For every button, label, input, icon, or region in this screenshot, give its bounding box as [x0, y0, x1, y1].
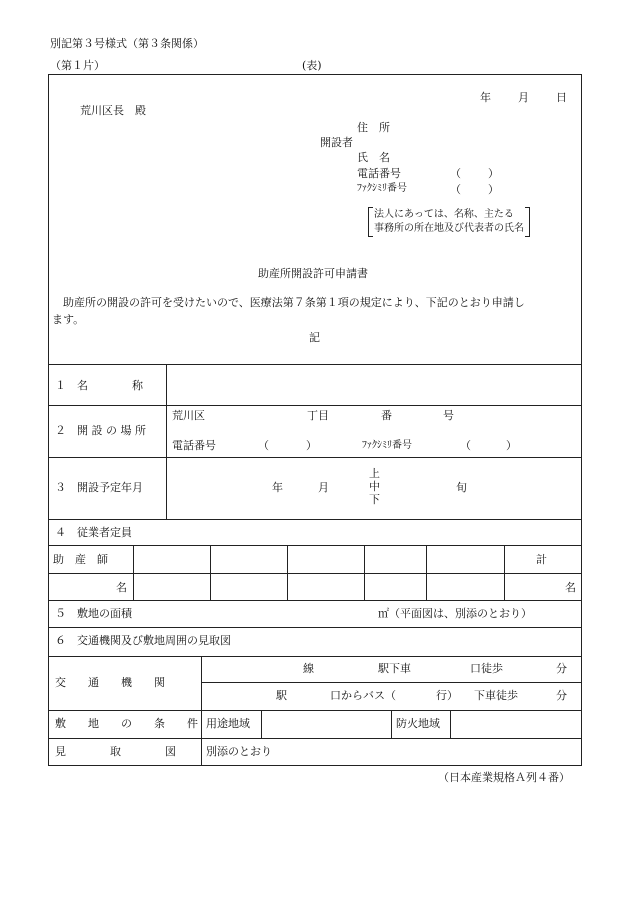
address-label: 住 所	[357, 121, 390, 134]
opening-period: 旬	[456, 481, 467, 494]
site-fire-zone-label: 防火地域	[396, 717, 440, 730]
site-map-value: 別添のとおり	[206, 745, 272, 758]
transport-label: 交 通 機 関	[55, 676, 165, 689]
location-ward: 荒川区	[172, 409, 205, 422]
transport-bus: 口からバス（	[330, 689, 396, 702]
date-month: 月	[518, 91, 529, 104]
opening-year: 年	[272, 481, 283, 494]
staff-total-label: 計	[536, 553, 547, 566]
transport-minutes-1: 分	[556, 662, 567, 675]
document-title: 助産所開設許可申請書	[258, 267, 368, 280]
opening-upper: 上	[369, 467, 380, 480]
founder-label: 開設者	[320, 136, 353, 149]
location-chome: 丁目	[307, 409, 329, 422]
row-site-area-label: ５ 敷地の面積	[55, 607, 132, 620]
fax-paren-close: ）	[488, 183, 499, 196]
transport-station-2: 駅	[276, 689, 287, 702]
ki-label: 記	[309, 331, 320, 344]
location-fax-paren-close: ）	[506, 439, 517, 452]
location-phone-label: 電話番号	[172, 439, 216, 452]
fax-label: ﾌｧｸｼﾐﾘ番号	[357, 183, 407, 194]
corporate-note-bracket	[368, 207, 530, 237]
row-map-section-label: ６ 交通機関及び敷地周囲の見取図	[55, 634, 231, 647]
staff-unit: 名	[116, 581, 127, 594]
transport-walk-2: 下車徒歩	[474, 689, 518, 702]
transport-station-getoff: 駅下車	[378, 662, 411, 675]
site-use-zone-label: 用途地域	[206, 717, 250, 730]
name-label: 氏 名	[357, 151, 390, 164]
paper-standard-note: （日本産業規格Ａ列４番）	[438, 771, 570, 784]
row-staff-label: ４ 従業者定員	[55, 526, 132, 539]
location-go: 号	[443, 409, 454, 422]
body-text-line-2: ます。	[52, 313, 85, 326]
row-location-label: ２ 開 設 の 場 所	[55, 424, 146, 437]
location-phone-paren-open: （	[258, 439, 269, 452]
phone-label: 電話番号	[357, 167, 401, 180]
body-text-line-1: 助産所の開設の許可を受けたいので、医療法第７条第１項の規定により、下記のとおり申請し	[52, 296, 525, 309]
transport-minutes-2: 分	[556, 689, 567, 702]
location-fax-label: ﾌｧｸｼﾐﾘ番号	[362, 440, 412, 451]
location-fax-paren-open: （	[460, 439, 471, 452]
opening-middle: 中	[369, 480, 380, 493]
date-day: 日	[556, 91, 567, 104]
date-year: 年	[480, 91, 491, 104]
opening-lower: 下	[369, 493, 380, 506]
side-label: (表)	[302, 59, 322, 72]
opening-month: 月	[318, 481, 329, 494]
site-area-unit: ㎡（平面図は、別添のとおり）	[378, 607, 532, 620]
fax-paren-open: （	[450, 183, 461, 196]
sheet-label: （第１片）	[50, 59, 105, 72]
location-phone-paren-close: ）	[306, 439, 317, 452]
addressee: 荒川区長 殿	[80, 104, 146, 117]
site-conditions-label: 敷 地 の 条 件	[55, 717, 198, 730]
transport-exit-walk: 口徒歩	[470, 662, 503, 675]
phone-paren-open: （	[450, 167, 461, 180]
location-ban: 番	[381, 409, 392, 422]
transport-bound: 行）	[436, 689, 458, 702]
form-title: 別記第３号様式（第３条関係）	[50, 37, 204, 50]
transport-line: 線	[303, 662, 314, 675]
staff-unit-total: 名	[565, 581, 576, 594]
name-field[interactable]	[170, 368, 578, 402]
row-opening-date-label: ３ 開設予定年月	[55, 481, 143, 494]
phone-paren-close: ）	[488, 167, 499, 180]
corporate-note-line-2: 事務所の所在地及び代表者の氏名	[374, 223, 524, 234]
corporate-note-line-1: 法人にあっては、名称、主たる	[374, 209, 514, 220]
row-name-label: １ 名 称	[55, 379, 143, 392]
site-map-label: 見 取 図	[55, 745, 176, 758]
staff-midwife-label: 助 産 師	[53, 553, 108, 566]
